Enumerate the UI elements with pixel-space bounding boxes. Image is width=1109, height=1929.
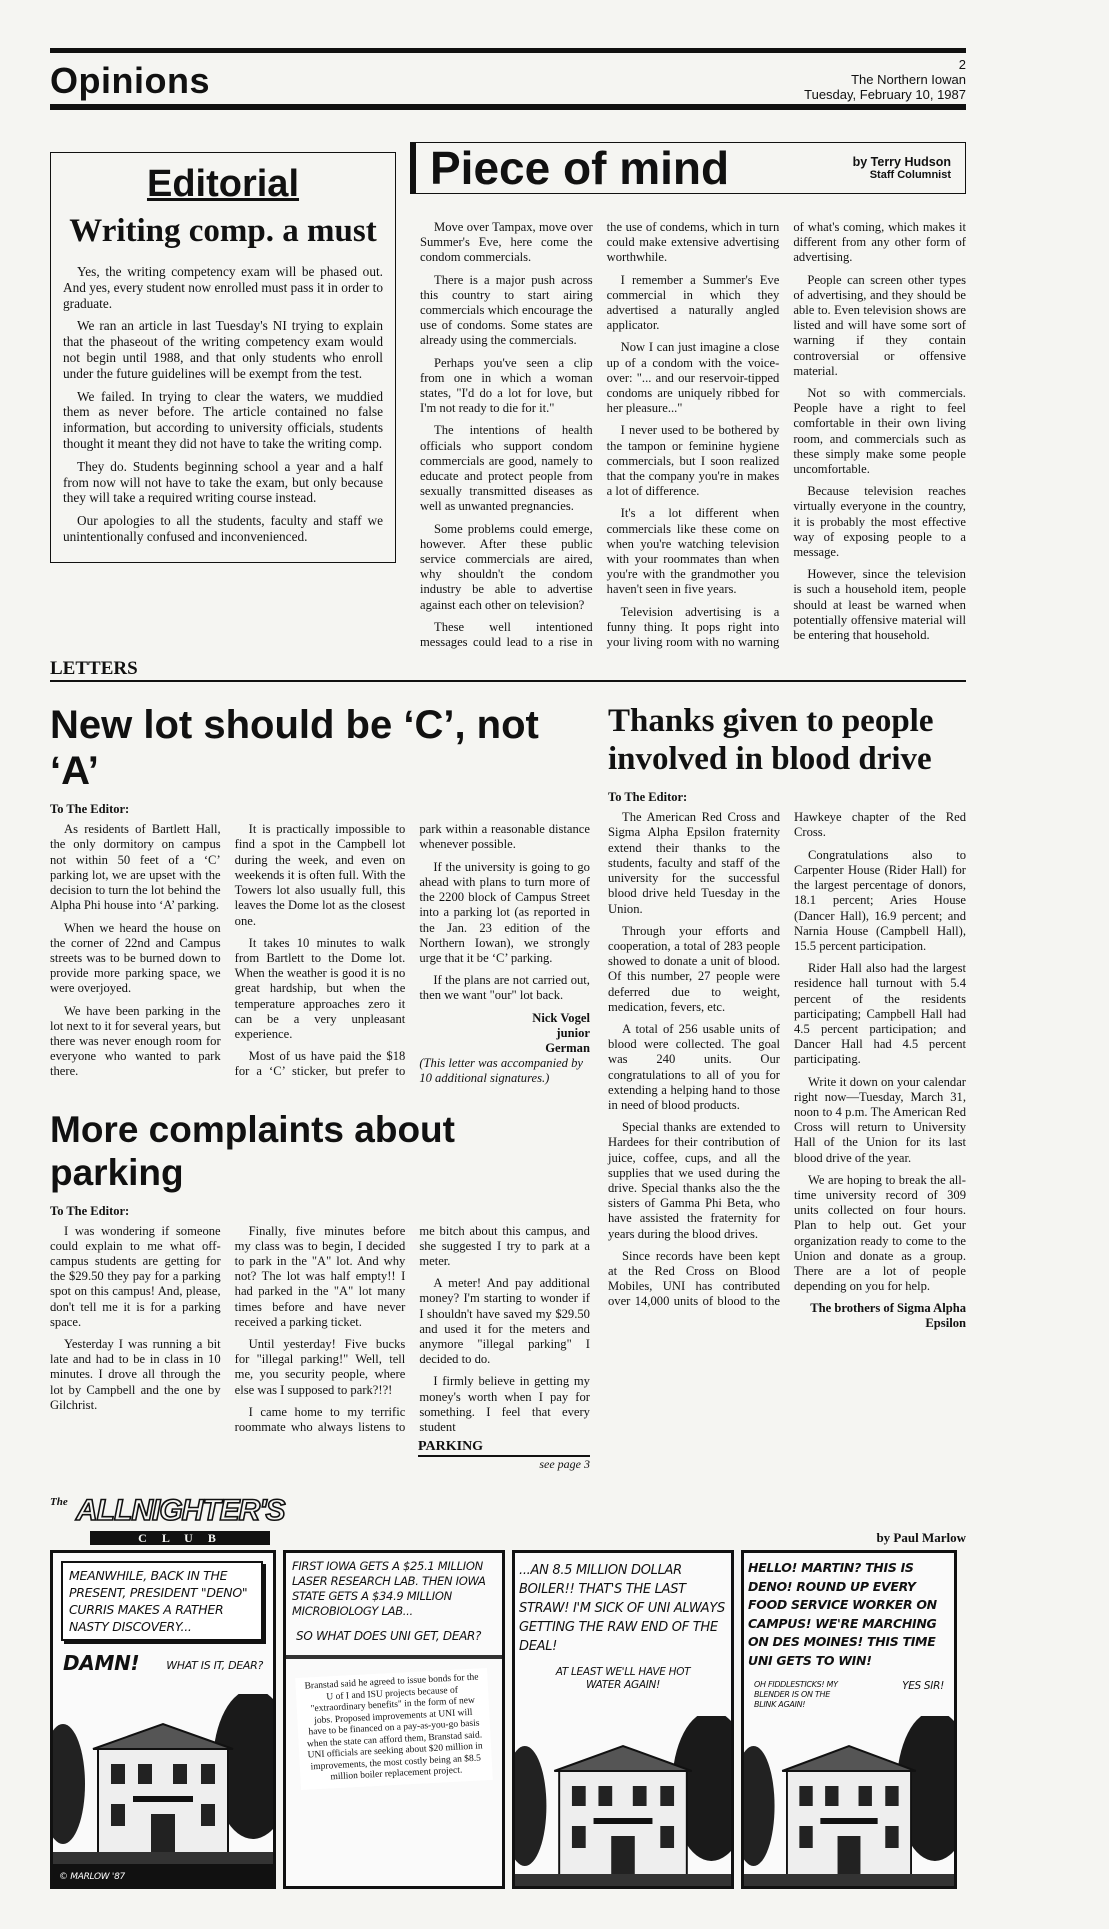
comic-byline: by Paul Marlow	[876, 1530, 966, 1546]
jump-reference[interactable]: see page 3	[539, 1457, 590, 1472]
letter-paragraph: I firmly believe in getting my money's worth when I pay for something. I feel that every student	[419, 1374, 590, 1434]
comic-header	[50, 1496, 966, 1546]
editorial-headline: Writing comp. a must	[69, 213, 377, 249]
house-illustration	[744, 1716, 954, 1886]
column-paragraph: Perhaps you've seen a clip from one in which a woman states, "I'd do a lot for love, but I'm not ready to die for it."	[420, 355, 593, 416]
column-paragraph: The intentions of health officials who support condom commercials are good, namely to educate and protect people from sexually transmitted diseases as well as unwanted pregnancies.	[420, 423, 593, 514]
letter-paragraph: A meter! And pay additional money? I'm starting to wonder if I shouldn't have saved my $29.50 and used it for the meters and anymore "illegal parking" I decided to do.	[419, 1276, 590, 1367]
letter-paragraph: Finally, five minutes before my class was to begin, I decided to park in the "A" lot. And why not? The lot was half empty!! I had parked in the "A" lot many times before and have never received a parking ticket.	[234, 1223, 406, 1329]
letter-paragraph: The American Red Cross and Sigma Alpha Epsilon fraternity extend their thanks to the students, faculty and staff of the university for the successful blood drive held Tuesday in the Union.	[608, 810, 780, 916]
panel-1-speech-damn: DAMN!	[63, 1651, 140, 1676]
letters-right	[608, 702, 966, 1331]
letter-paragraph: A total of 256 usable units of blood were collected. The goal was 240 units. Our congratulations to all of you for extending a helping hand to those in need of blood products.	[608, 1021, 780, 1112]
editorial-paragraph: We ran an article in last Tuesday's NI trying to explain that the phaseout of the writing competency exam would not begin until 1988, and that only students who enroll under the future guidelines will be exempt from the test.	[63, 318, 383, 381]
comic-panel-1	[50, 1550, 276, 1889]
house-illustration	[53, 1694, 273, 1864]
letter-paragraph: Rider Hall also had the largest residence hall turnout with 5.4 percent of the residents participating; Campbell Hall had 4.5 percent participation; and Dancer Hall had 4.5 percent participating.	[794, 961, 966, 1067]
top-row	[50, 142, 966, 650]
column-paragraph: Some problems could emerge, however. After these public service commercials are aired, why shouldn't the condom industry be able to advertise against each other on television?	[420, 521, 593, 612]
masthead-info	[804, 57, 966, 102]
section-title: Opinions	[50, 60, 210, 101]
column-byline: by Terry Hudson	[852, 155, 951, 169]
letter-paragraph: It is practically impossible to find a spot in the Campbell lot during the week, and even on weekends it is often full. With the Towers lot also usually full, this leaves the Dome lot as the closest one.	[234, 822, 406, 928]
parking-letter-body	[50, 1224, 590, 1436]
letter-paragraph: When we heard the house on the corner of 22nd and Campus streets was to be burned down to provide more parking space, we were overjoyed.	[50, 920, 221, 996]
letter-paragraph: If the plans are not carried out, then we want "our" lot back.	[419, 973, 590, 1003]
letter-paragraph: Special thanks are extended to Hardees for their contribution of juice, coffee, cups, and all the supplies that we used during the drive. Special thanks also the the sisters of Gamma Phi Beta, who have assisted the fraternity for years during the blood drives.	[608, 1120, 780, 1241]
panel-3-caption: ...AN 8.5 MILLION DOLLAR BOILER!! THAT'S THE LAST STRAW! I'M SICK OF UNI ALWAYS GETTING THE RAW END OF THE DEAL!	[519, 1563, 725, 1655]
letter-paragraph: Congratulations also to Carpenter House (Rider Hall) for the largest percentage of donors, 18.1 percent; Aries House (Dancer Hall), 16.9 percent; and Narnia House (Campbell Hall), 15.5 percent participation.	[794, 847, 966, 953]
letter-paragraph: As residents of Bartlett Hall, the only dormitory on campus not within 50 feet of a ‘C’ parking lot, we are upset with the decision to turn the lot behind the Alpha Phi house into ‘A’ parking.	[50, 822, 221, 913]
letters-rule	[50, 680, 966, 682]
comic-panel-2	[283, 1550, 505, 1889]
letter-paragraph: Since records have been kept at the Red Cross on Blood Mobiles, UNI has contributed over 14,000 units of blood to the Hawkeye chapter of the Red Cross.	[608, 810, 966, 1309]
panel-1-speech-dear: WHAT IS IT, DEAR?	[166, 1659, 263, 1673]
letter-paragraph: Most of us have paid the $18 for a ‘C’ sticker, but prefer to park within a reasonable distance whenever possible.	[234, 822, 590, 1079]
column-credit	[853, 155, 951, 181]
lot-letter-body	[50, 822, 590, 1085]
blood-headline-line2: involved in blood drive	[608, 741, 932, 778]
phone-cord-icon	[286, 1651, 502, 1663]
letter-note: (This letter was accompanied by 10 additional signatures.)	[419, 1055, 584, 1085]
letter-paragraph: I was wondering if someone could explain to me what off-campus students are getting for the $29.50 they pay for a parking spot on this campus! And, please, don't tell me it is for a parking space.	[50, 1223, 221, 1329]
column-body	[420, 220, 966, 650]
comic-logo	[50, 1496, 295, 1546]
column-paragraph: There is a major push across this country to start airing commercials which encourage the use of condoms. Some states are already using the commercials.	[420, 272, 593, 348]
letter-paragraph: Until yesterday! Five bucks for "illegal parking!" Well, tell me, you security people, where else was I supposed to park?!?!	[234, 1336, 406, 1397]
letter-paragraph: We have been parking in the lot next to it for several years, but there was never enough room for everyone who wanted to park there.	[50, 1003, 221, 1079]
column-paragraph: Because television reaches virtually everyone in the country, it is probably the most effective way of exposing people to a message.	[793, 484, 966, 560]
column-paragraph: People can screen other types of advertising, and they should be able to. Even television shows are listed and will have some sort of warning if they contain controversial or offensive material.	[793, 272, 966, 378]
masthead-rule	[50, 104, 966, 110]
editorial-box	[50, 152, 396, 563]
letter-paragraph: Yesterday I was running a bit late and had to be in class in 10 minutes. I drove all through the lot by Campbell and the one by Gilchrist.	[50, 1336, 221, 1412]
letters-left	[50, 702, 590, 1472]
letter-paragraph: If the university is going to go ahead with plans to turn more of the 2200 block of Campus Street into a parking lot (as reported in the Jan. 23 edition of the Northern Iowan), we strongly urge that it be ‘C’ parking.	[419, 859, 590, 965]
column-paragraph: I never used to be bothered by the tampon or feminine hygiene commercials, but I soon realized that the company you're in makes a lot of difference.	[606, 423, 780, 499]
letter-paragraph: Write it down on your calendar right now—Tuesday, March 31, noon to 4 p.m. The American Red Cross will return to University Hall of the Union for its last blood drive of the year.	[794, 1074, 966, 1165]
newspaper-clipping: Branstad said he agreed to issue bonds for the U of I and ISU projects because of "extraordinary benefits" in the form of new jobs. Proposed improvements at UNI will have to be financed on a pay-as-you-go basis when the state can afford them, Branstad said. UNI officials are seeking about $20 million in improvements, the most costly being an $8.5 million boiler replacement project.	[295, 1668, 493, 1789]
column-title: Piece of mind	[430, 142, 730, 194]
comic-logo-club: C L U B	[90, 1531, 270, 1545]
editorial-paragraph: Yes, the writing competency exam will be phased out. And yes, every student now enrolled must pass it in order to graduate.	[63, 264, 383, 311]
column-paragraph: Move over Tampax, move over Summer's Eve, here come the condom commercials.	[420, 220, 593, 265]
masthead	[50, 53, 966, 104]
panel-4-speech-row	[744, 1674, 954, 1716]
column-paragraph: These well intentioned messages could lead to a rise in the use of condems, which in turn could make extensive advertising worthwhile.	[420, 220, 780, 650]
comic-logo-the: The	[50, 1496, 68, 1509]
comic-panel-4	[741, 1550, 957, 1889]
letter-signature-major: German	[545, 1040, 590, 1055]
letter-paragraph: I came home to my terrific roommate who always listens to me bitch about this campus, and she suggested I try to park at a meter.	[234, 1223, 590, 1434]
letter-paragraph: We are hoping to break the all-time university record of 309 units collected on four hours. Plan to help out. Get your organization ready to come to the Union and donate as a group. There are a lot of people depending on you for help.	[794, 1172, 966, 1294]
editorial-paragraph: Our apologies to all the students, faculty and staff we unintentionally confused and inconvenienced.	[63, 513, 383, 544]
column-header	[410, 142, 966, 194]
lot-letter-salutation: To The Editor:	[50, 802, 130, 817]
comic-panel-3	[512, 1550, 734, 1889]
column-paragraph: I remember a Summer's Eve commercial in which they advertised a naturally angled applicator.	[606, 272, 780, 333]
issue-date: Tuesday, February 10, 1987	[804, 87, 966, 102]
column-paragraph: Television advertising is a funny thing. It pops right into your living room with no warning of what's coming, which makes it different from any other form of advertising.	[606, 220, 966, 650]
editorial-label: Editorial	[146, 163, 300, 205]
letter-signature-year: junior	[556, 1025, 590, 1040]
parking-letter-salutation: To The Editor:	[50, 1203, 130, 1218]
panel-4-speech-blender: OH FIDDLESTICKS! MY BLENDER IS ON THE BLINK AGAIN!	[754, 1680, 838, 1710]
parking-letter-headline: More complaints about parking	[50, 1108, 455, 1193]
comic-strip	[50, 1550, 966, 1889]
column-paragraph: Now I can just imagine a close up of a condom with the voice-over: "... and our reservoir-tipped condoms are uniquely ribbed for her pleasure..."	[606, 340, 780, 416]
blood-letter-salutation: To The Editor:	[608, 790, 688, 805]
jump-block	[418, 1439, 590, 1472]
panel-2-caption: FIRST IOWA GETS A $25.1 MILLION LASER RESEARCH LAB. THEN IOWA STATE GETS A $34.9 MILLION MICROBIOLOGY LAB...	[292, 1559, 486, 1619]
letter-signature: The brothers of Sigma Alpha Epsilon	[810, 1301, 966, 1331]
panel-2-speech: SO WHAT DOES UNI GET, DEAR?	[296, 1629, 482, 1644]
letter-signature-name: Nick Vogel	[532, 1010, 590, 1025]
letters-row	[50, 702, 966, 1472]
panel-1-speech-row	[53, 1645, 273, 1681]
letter-paragraph: It takes 10 minutes to walk from Bartlett to the Dome lot. When the weather is good it is no great hardship, but when the temperature approaches zero it can be a very unpleasant experience.	[234, 935, 406, 1041]
blood-letter-body	[608, 810, 966, 1331]
panel-4-caption: HELLO! MARTIN? THIS IS DENO! ROUND UP EVERY FOOD SERVICE WORKER ON CAMPUS! WE'RE MARCHING ON DES MOINES! THIS TIME UNI GETS TO WIN!	[748, 1560, 937, 1668]
panel-1-caption: MEANWHILE, BACK IN THE PRESENT, PRESIDENT "DENO" CURRIS MAKES A RATHER NASTY DISCOVERY...	[61, 1561, 263, 1641]
editorial-paragraph: We failed. In trying to clear the waters, we muddied them as never before. The article contained no false information, but according to university officials, students thought it meant they did not have to take the writing comp.	[63, 388, 383, 451]
panel-4-speech-yes: YES SIR!	[902, 1680, 944, 1693]
page-number: 2	[958, 57, 966, 72]
panel-3-speech: AT LEAST WE'LL HAVE HOT WATER AGAIN!	[555, 1666, 691, 1692]
paper-name: The Northern Iowan	[851, 72, 966, 87]
column-paragraph: However, since the television is such a household item, people should at least be warned when potentially offensive material will be entering that household.	[793, 567, 966, 643]
house-illustration	[515, 1716, 731, 1886]
letter-paragraph: Through your efforts and cooperation, a total of 283 people showed to donate a unit of blood. Of this number, 27 people were deferred due to weight, medication, fevers, etc.	[608, 923, 780, 1014]
blood-letter-headline	[608, 702, 966, 778]
column-section	[410, 142, 966, 650]
panel-1-signature-strip	[53, 1864, 273, 1886]
lot-letter-headline: New lot should be ‘C’, not ‘A’	[50, 703, 539, 794]
column-paragraph: It's a lot different when commercials like these come on when you're watching television with your roommates than when you're with the grandmother you haven't seen in five years.	[606, 506, 780, 597]
letters-label: LETTERS	[50, 658, 138, 680]
jump-label[interactable]: PARKING	[418, 1439, 590, 1457]
editorial-paragraph: They do. Students beginning school a year and a half from now will not have to take the exam, but only because they will take a required writing course instead.	[63, 458, 383, 506]
blood-headline-line1: Thanks given to people	[608, 703, 934, 740]
column-role: Staff Columnist	[869, 169, 951, 181]
column-paragraph: Not so with commercials. People have a right to feel comfortable in their own living room, and commercials such as these simply make some people uncomfortable.	[793, 386, 966, 477]
panel-1-signature: © MARLOW '87	[59, 1872, 125, 1883]
comic-logo-title: ALLNIGHTER'S	[76, 1494, 285, 1528]
